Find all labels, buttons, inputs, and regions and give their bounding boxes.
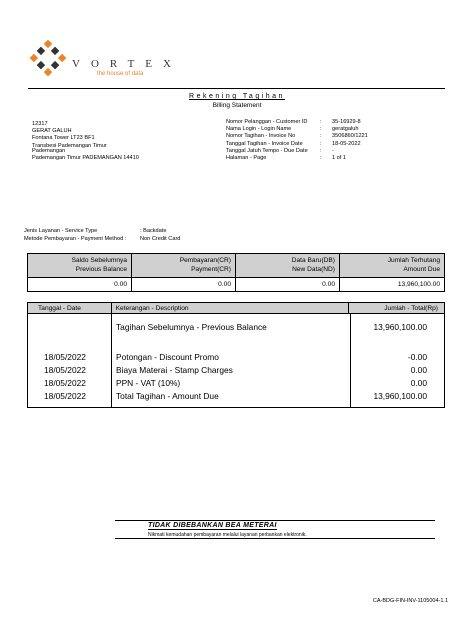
summary-table [27, 253, 445, 292]
info-row: Nomor Pelanggan - Customer ID : 35-16929-8 [226, 119, 361, 125]
document-title: Rekening Tagihan [189, 93, 285, 100]
address-line: Pademangan Timur PADEMANGAN 14410 [32, 155, 139, 162]
summary-value-cell: 0.00 [132, 278, 236, 291]
summary-value-cell: 0.00 [236, 278, 340, 291]
row-amount: 13,960,100.00 [373, 322, 427, 332]
row-description: Biaya Materai - Stamp Charges [116, 365, 233, 375]
row-description: PPN - VAT (10%) [116, 378, 181, 388]
diamond-pattern-logo [28, 38, 68, 78]
document-reference: CA-BDG-FIN-INV-1105004-1.1 [372, 598, 448, 604]
customer-address [32, 121, 139, 162]
footer-rule [115, 520, 435, 521]
row-date: 18/05/2022 [44, 391, 86, 401]
summary-value-row [27, 278, 445, 292]
summary-header-row [27, 253, 445, 278]
details-header-total: Jumlah - Total(Rp) [384, 305, 438, 312]
column-divider [111, 314, 112, 408]
service-row: Metode Pembayaran - Payment Method : Non Credit Card [24, 235, 181, 242]
footer-note: Nikmati kemudahan pembayaran melalui layanan perbankan elektronik. [148, 532, 307, 538]
summary-value-cell: 13,960,100.00 [397, 281, 440, 288]
summary-value-cell: 0.00 [28, 278, 132, 291]
row-description: Potongan - Discount Promo [116, 352, 219, 362]
row-date: 18/05/2022 [44, 365, 86, 375]
details-header-description: Keterangan - Description [112, 303, 350, 313]
info-row: Tanggal Tagihan - Invoice Date : 18-05-2022 [226, 140, 361, 147]
address-line: Transbesi Pademangan Timur [32, 142, 107, 149]
document-subtitle: Billing Statement [212, 102, 262, 109]
row-amount: -0.00 [407, 352, 427, 362]
summary-header-cell: Saldo Sebelumnya Previous Balance [28, 254, 132, 277]
address-line: GERAT GALUH [32, 128, 72, 135]
address-line: Pademangan [32, 147, 66, 154]
row-date: 18/05/2022 [44, 378, 86, 388]
header-divider [28, 88, 445, 89]
summary-header-cell: Data Baru(DB) New Data(ND) [236, 254, 340, 277]
account-info [226, 119, 368, 162]
info-row: Nomor Tagihan - Invoice No : 3506860/1221 [226, 133, 368, 140]
summary-header-cell: Pembayaran(CR) Payment(CR) [132, 254, 236, 277]
info-row: Tanggal Jatuh Tempo - Due Date : - [226, 147, 334, 154]
service-info [24, 228, 180, 243]
address-line: 12317 [32, 121, 48, 127]
address-line: Fontana Tower LT23 BF1 [32, 135, 95, 142]
info-row: Halaman - Page : 1 of 1 [226, 154, 346, 161]
summary-header-cell: Jumlah Terhutang Amount Due [387, 257, 440, 273]
details-header-row [27, 302, 445, 314]
service-row: Jenis Layanan - Service Type : Backdate [24, 228, 167, 234]
row-date: 18/05/2022 [44, 352, 86, 362]
stamp-notice: TIDAK DIBEBANKAN BEA METERAI [148, 522, 277, 529]
row-amount: 0.00 [410, 378, 427, 388]
row-amount: 13,960,100.00 [373, 391, 427, 401]
row-description: Tagihan Sebelumnya - Previous Balance [116, 322, 267, 332]
brand-name: VORTEX [72, 58, 182, 70]
column-divider [350, 314, 351, 408]
row-amount: 0.00 [410, 365, 427, 375]
footer-rule [115, 538, 435, 539]
details-header-date: Tanggal - Date [28, 303, 112, 313]
brand-tagline: the house of data [97, 71, 144, 77]
info-row: Nama Login - Login Name : geratgaluh [226, 126, 359, 133]
row-description: Total Tagihan - Amount Due [116, 391, 219, 401]
